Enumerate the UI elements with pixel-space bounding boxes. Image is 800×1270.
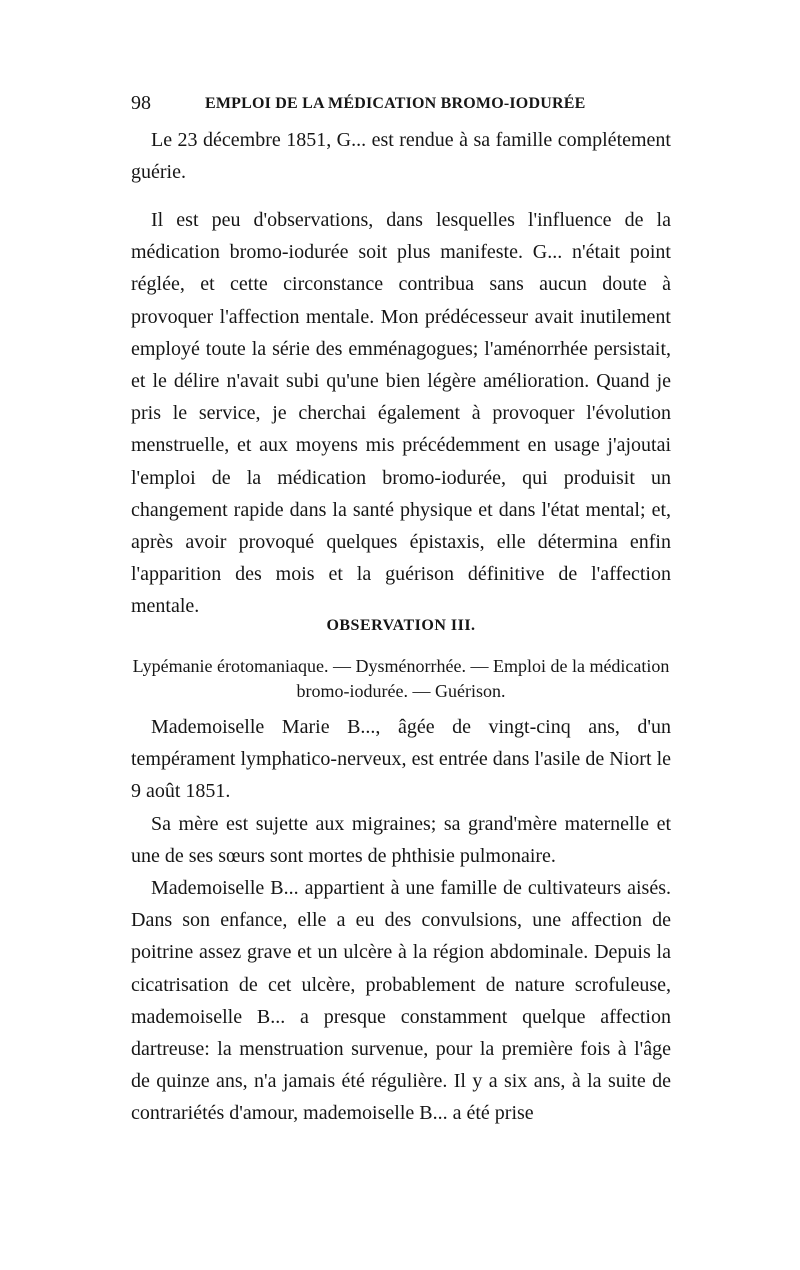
paragraph: Le 23 décembre 1851, G... est rendue à sa famille complétement guérie. <box>131 129 671 184</box>
commentary-paragraph-block <box>131 204 671 623</box>
observation-heading: OBSERVATION III. <box>326 617 476 634</box>
paragraph: Sa mère est sujette aux migraines; sa grand'mère maternelle et une de ses sœurs sont mortes de phthisie pulmonaire. <box>131 812 671 867</box>
paragraph: Mademoiselle Marie B..., âgée de vingt-cinq ans, d'un tempérament lymphatico-nerveux, est entrée dans l'asile de Niort le 9 août 1851. <box>131 716 671 803</box>
case-body <box>131 711 671 1130</box>
paragraph: Mademoiselle B... appartient à une famille de cultivateurs aisés. Dans son enfance, elle a eu des convulsions, une affection de poitrine assez grave et un ulcère à la région abdominale. Depuis la cicatrisation de cet ulcère, probablement de nature scrofuleuse, mademoiselle B... a presque constamment quelque affection dartreuse: la menstruation survenue, pour la première fois à l'âge de quinze ans, n'a jamais été régulière. Il y a six ans, à la suite de contrariétés d'amour, mademoiselle B... a été prise <box>131 877 671 1125</box>
running-title: EMPLOI DE LA MÉDICATION BROMO-IODURÉE <box>205 95 586 112</box>
closing-paragraph-block <box>131 124 671 188</box>
running-head <box>131 92 671 116</box>
observation-subtitle: Lypémanie érotomaniaque. — Dysménorrhée. — Emploi de la médication bromo-iodurée. — Guérison. <box>132 656 670 701</box>
page-number: 98 <box>131 92 151 114</box>
paragraph: Il est peu d'observations, dans lesquelles l'influence de la médication bromo-iodurée soit plus manifeste. G... n'était point réglée, et cette circonstance contribua sans aucun doute à provoquer l'affection mentale. Mon prédécesseur avait inutilement employé toute la série des emménagogues; l'aménorrhée persistait, et le délire n'avait subi qu'une bien légère amélioration. Quand je pris le service, je cherchai également à provoquer l'évolution menstruelle, et aux moyens mis précédemment en usage j'ajoutai l'emploi de la médication bromo-iodurée, qui produisit un changement rapide dans la santé physique et dans l'état mental; et, après avoir provoqué quelques épistaxis, elle détermina enfin l'apparition des mois et la guérison définitive de l'affection mentale. <box>131 209 671 618</box>
